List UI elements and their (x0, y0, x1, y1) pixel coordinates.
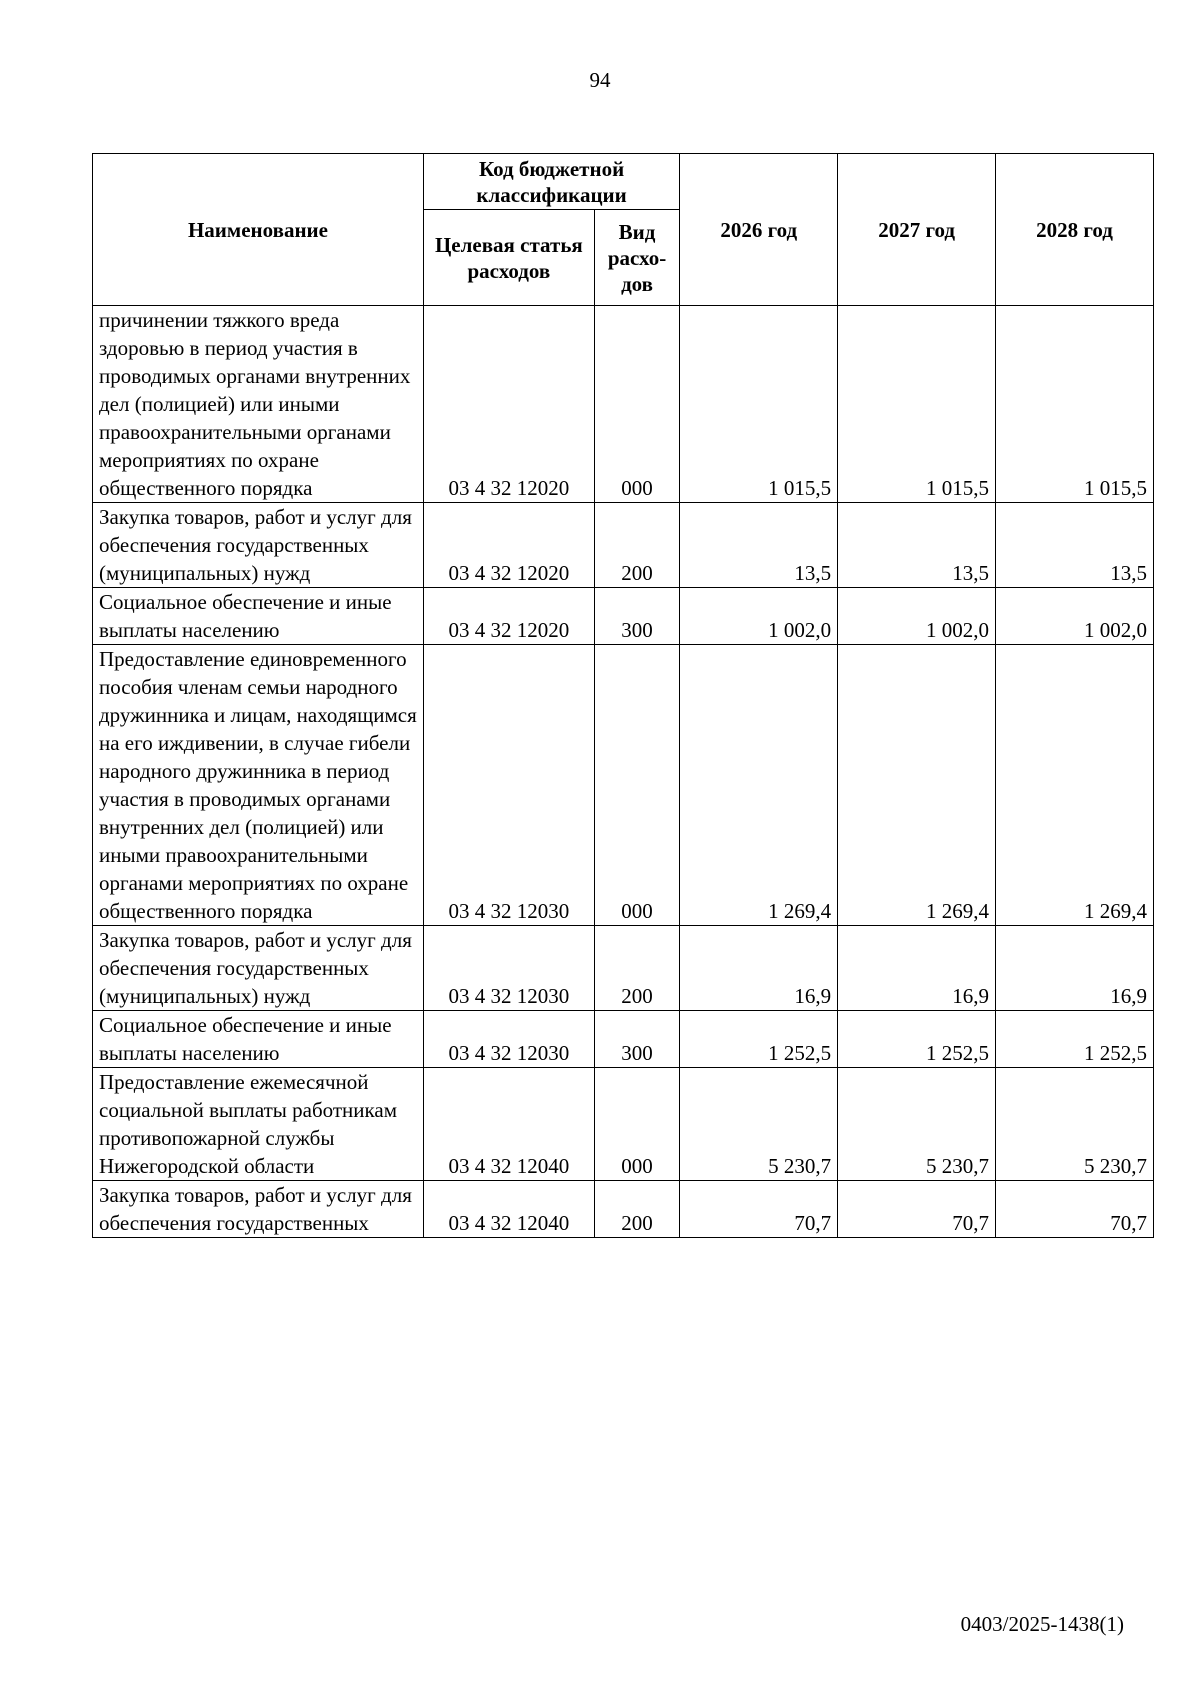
row-name: Предоставление единовременного пособия членам семьи народного дружинника и лицам, находящимся на его иждивении, в случае гибели народного дружинника в период участия в проводимых органами внутренних дел (полицией) или иными правоохранительными органами мероприятиях по охране общественного порядка (93, 645, 424, 926)
row-value-2028: 5 230,7 (996, 1068, 1154, 1181)
header-year-2028: 2028 год (996, 154, 1154, 306)
row-name: Социальное обеспечение и иные выплаты населению (93, 1011, 424, 1068)
row-name: Закупка товаров, работ и услуг для обеспечения государственных (муниципальных) нужд (93, 503, 424, 588)
table-header (93, 154, 1154, 306)
row-target-article: 03 4 32 12020 (423, 306, 594, 503)
row-value-2027: 1 015,5 (838, 306, 996, 503)
page-number: 94 (589, 68, 611, 92)
row-value-2028: 70,7 (996, 1181, 1154, 1238)
row-name: Социальное обеспечение и иные выплаты населению (93, 588, 424, 645)
row-value-2028: 13,5 (996, 503, 1154, 588)
row-target-article: 03 4 32 12030 (423, 645, 594, 926)
row-expense-type: 300 (594, 588, 679, 645)
row-value-2026: 16,9 (680, 926, 838, 1011)
row-expense-type: 000 (594, 306, 679, 503)
document-number: 0403/2025-1438(1) (960, 1612, 1124, 1636)
row-target-article: 03 4 32 12030 (423, 926, 594, 1011)
table-row (93, 926, 1154, 1011)
row-target-article: 03 4 32 12040 (423, 1181, 594, 1238)
table-row (93, 503, 1154, 588)
row-value-2026: 1 015,5 (680, 306, 838, 503)
row-value-2026: 13,5 (680, 503, 838, 588)
table-row (93, 1068, 1154, 1181)
table-row (93, 645, 1154, 926)
row-value-2027: 1 252,5 (838, 1011, 996, 1068)
row-value-2027: 1 002,0 (838, 588, 996, 645)
row-name: Закупка товаров, работ и услуг для обеспечения государственных (93, 1181, 424, 1238)
header-kbk-group: Код бюджетной классификации (423, 154, 679, 210)
row-target-article: 03 4 32 12040 (423, 1068, 594, 1181)
row-expense-type: 000 (594, 645, 679, 926)
row-expense-type: 300 (594, 1011, 679, 1068)
budget-table (92, 153, 1154, 1238)
row-value-2027: 16,9 (838, 926, 996, 1011)
header-year-2027: 2027 год (838, 154, 996, 306)
row-name: причинении тяжкого вреда здоровью в период участия в проводимых органами внутренних дел (полицией) или иными правоохранительными органами мероприятиях по охране общественного порядка (93, 306, 424, 503)
row-name: Закупка товаров, работ и услуг для обеспечения государственных (муниципальных) нужд (93, 926, 424, 1011)
table-row (93, 588, 1154, 645)
row-value-2028: 16,9 (996, 926, 1154, 1011)
row-value-2028: 1 269,4 (996, 645, 1154, 926)
table-body (93, 306, 1154, 1238)
header-expense-type: Вид расхо- дов (594, 210, 679, 306)
row-target-article: 03 4 32 12020 (423, 588, 594, 645)
row-expense-type: 200 (594, 503, 679, 588)
row-value-2028: 1 002,0 (996, 588, 1154, 645)
row-expense-type: 000 (594, 1068, 679, 1181)
row-target-article: 03 4 32 12030 (423, 1011, 594, 1068)
row-name: Предоставление ежемесячной социальной выплаты работникам противопожарной службы Нижегородской области (93, 1068, 424, 1181)
table-row (93, 306, 1154, 503)
header-target-article: Целевая статья расходов (423, 210, 594, 306)
row-expense-type: 200 (594, 1181, 679, 1238)
row-value-2026: 1 002,0 (680, 588, 838, 645)
header-year-2026: 2026 год (680, 154, 838, 306)
header-name: Наименование (93, 154, 424, 306)
row-target-article: 03 4 32 12020 (423, 503, 594, 588)
table-row (93, 1011, 1154, 1068)
row-value-2028: 1 252,5 (996, 1011, 1154, 1068)
row-value-2027: 70,7 (838, 1181, 996, 1238)
row-value-2027: 1 269,4 (838, 645, 996, 926)
row-value-2026: 5 230,7 (680, 1068, 838, 1181)
row-value-2027: 5 230,7 (838, 1068, 996, 1181)
row-value-2027: 13,5 (838, 503, 996, 588)
row-value-2028: 1 015,5 (996, 306, 1154, 503)
row-value-2026: 1 269,4 (680, 645, 838, 926)
table-row (93, 1181, 1154, 1238)
row-value-2026: 1 252,5 (680, 1011, 838, 1068)
row-expense-type: 200 (594, 926, 679, 1011)
row-value-2026: 70,7 (680, 1181, 838, 1238)
